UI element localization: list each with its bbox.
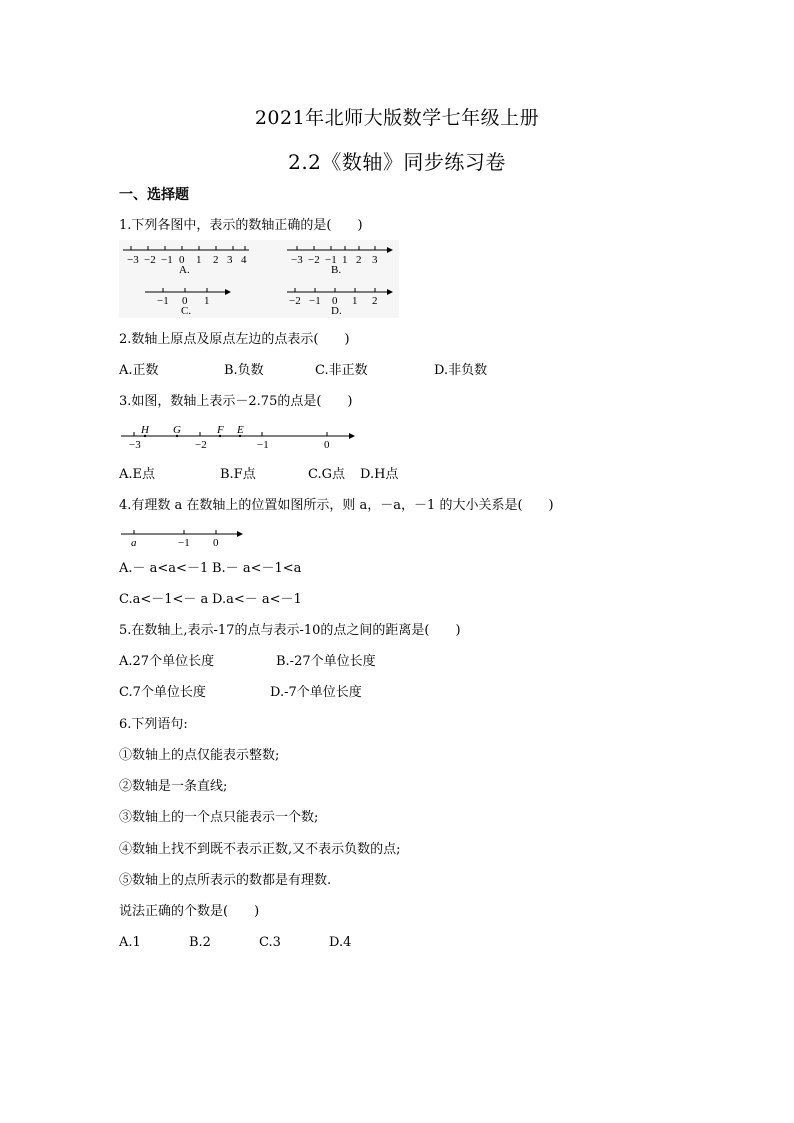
figure-c-tick-1: 0 (182, 295, 188, 307)
figure-d-tick-3: 1 (352, 295, 358, 307)
question-6-option-b: B.2 (189, 935, 211, 950)
q3-tick-3: 0 (324, 439, 330, 451)
figure-a-tick-4: 1 (196, 254, 202, 266)
question-5-option-b: B.-27个单位长度 (276, 654, 376, 669)
figure-a-tick-7: 4 (241, 254, 247, 266)
q3-tick-1: −2 (195, 439, 207, 451)
point-f-label: F (217, 424, 224, 436)
figure-a-tick-5: 2 (213, 254, 219, 266)
question-4-figure (119, 526, 249, 550)
question-6-stem: 6.下列语句: (119, 717, 188, 732)
question-6-option-c: C.3 (259, 935, 281, 950)
figure-d-tick-1: −1 (309, 295, 321, 307)
question-3-option-d: D.H点 (360, 467, 399, 482)
figure-b-label: B. (331, 264, 342, 276)
document-title: 2021年北师大版数学七年级上册 (254, 107, 540, 129)
question-1-figure (119, 240, 399, 318)
q4-label-a: a (131, 537, 137, 549)
question-1-stem: 1.下列各图中，表示的数轴正确的是( ) (119, 218, 363, 233)
question-6-statement-3: ③数轴上的一个点只能表示一个数; (119, 810, 319, 825)
figure-a-tick-0: −3 (127, 254, 139, 266)
figure-b-tick-1: −2 (308, 254, 320, 266)
figure-c-tick-2: 1 (204, 295, 210, 307)
figure-b-tick-4: 2 (356, 254, 362, 266)
figure-a-label: A. (179, 264, 190, 276)
question-6-option-a: A.1 (119, 935, 141, 950)
q4-label-neg1: −1 (178, 537, 190, 549)
question-5-stem: 5.在数轴上,表示-17的点与表示-10的点之间的距离是( ) (119, 623, 461, 638)
question-2-option-b: B.负数 (224, 363, 264, 378)
q3-tick-2: −1 (257, 439, 269, 451)
question-3-stem: 3.如图，数轴上表示－2.75的点是( ) (119, 394, 353, 409)
question-2-option-a: A.正数 (119, 363, 159, 378)
question-4-option-b: B.－ a<－1<a (212, 561, 302, 576)
q4-label-0: 0 (213, 537, 219, 549)
question-4-option-a: A.－ a<a<－1 (119, 561, 209, 576)
point-g-label: G (173, 424, 181, 436)
figure-d-tick-2: 0 (332, 295, 338, 307)
figure-c-label: C. (181, 305, 192, 317)
section-heading: 一、选择题 (119, 187, 189, 203)
figure-b-tick-3: 1 (342, 254, 348, 266)
figure-b-tick-0: −3 (291, 254, 303, 266)
question-3-option-a: A.E点 (119, 467, 156, 482)
question-6-option-d: D.4 (329, 935, 352, 950)
question-3-option-c: C.G点 (308, 467, 346, 482)
q3-tick-0: −3 (129, 439, 141, 451)
question-5-option-c: C.7个单位长度 (119, 685, 206, 700)
question-2-stem: 2.数轴上原点及原点左边的点表示( ) (119, 332, 350, 347)
figure-a-tick-2: −1 (161, 254, 173, 266)
question-6-statement-5: ⑤数轴上的点所表示的数都是有理数. (119, 873, 332, 888)
point-h-label: H (141, 424, 149, 436)
figure-d-tick-0: −2 (289, 295, 301, 307)
question-6-statement-2: ②数轴是一条直线; (119, 779, 228, 794)
question-4-option-d: D.a<－ a<－1 (212, 592, 302, 607)
figure-b-tick-2: −1 (325, 254, 337, 266)
figure-d-tick-4: 2 (372, 295, 378, 307)
question-6-statement-1: ①数轴上的点仅能表示整数; (119, 748, 280, 763)
question-2-option-d: D.非负数 (434, 363, 488, 378)
figure-d-label: D. (331, 305, 342, 317)
figure-b-tick-5: 3 (372, 254, 378, 266)
figure-a-tick-3: 0 (179, 254, 185, 266)
question-3-figure (119, 423, 359, 451)
question-2-option-c: C.非正数 (315, 363, 368, 378)
question-4-option-c: C.a<－1<－ a (119, 592, 209, 607)
point-e-label: E (237, 424, 244, 436)
question-3-option-b: B.F点 (220, 467, 256, 482)
figure-a-tick-1: −2 (144, 254, 156, 266)
question-4-stem: 4.有理数 a 在数轴上的位置如图所示，则 a，－a，－1 的大小关系是( ) (119, 498, 554, 513)
figure-a-tick-6: 3 (227, 254, 233, 266)
question-5-option-d: D.-7个单位长度 (270, 685, 362, 700)
question-6-question: 说法正确的个数是( ) (119, 904, 260, 919)
figure-c-tick-0: −1 (157, 295, 169, 307)
question-5-option-a: A.27个单位长度 (119, 654, 215, 669)
question-6-statement-4: ④数轴上找不到既不表示正数,又不表示负数的点; (119, 842, 401, 857)
document-subtitle: 2.2《数轴》同步练习卷 (288, 150, 506, 174)
